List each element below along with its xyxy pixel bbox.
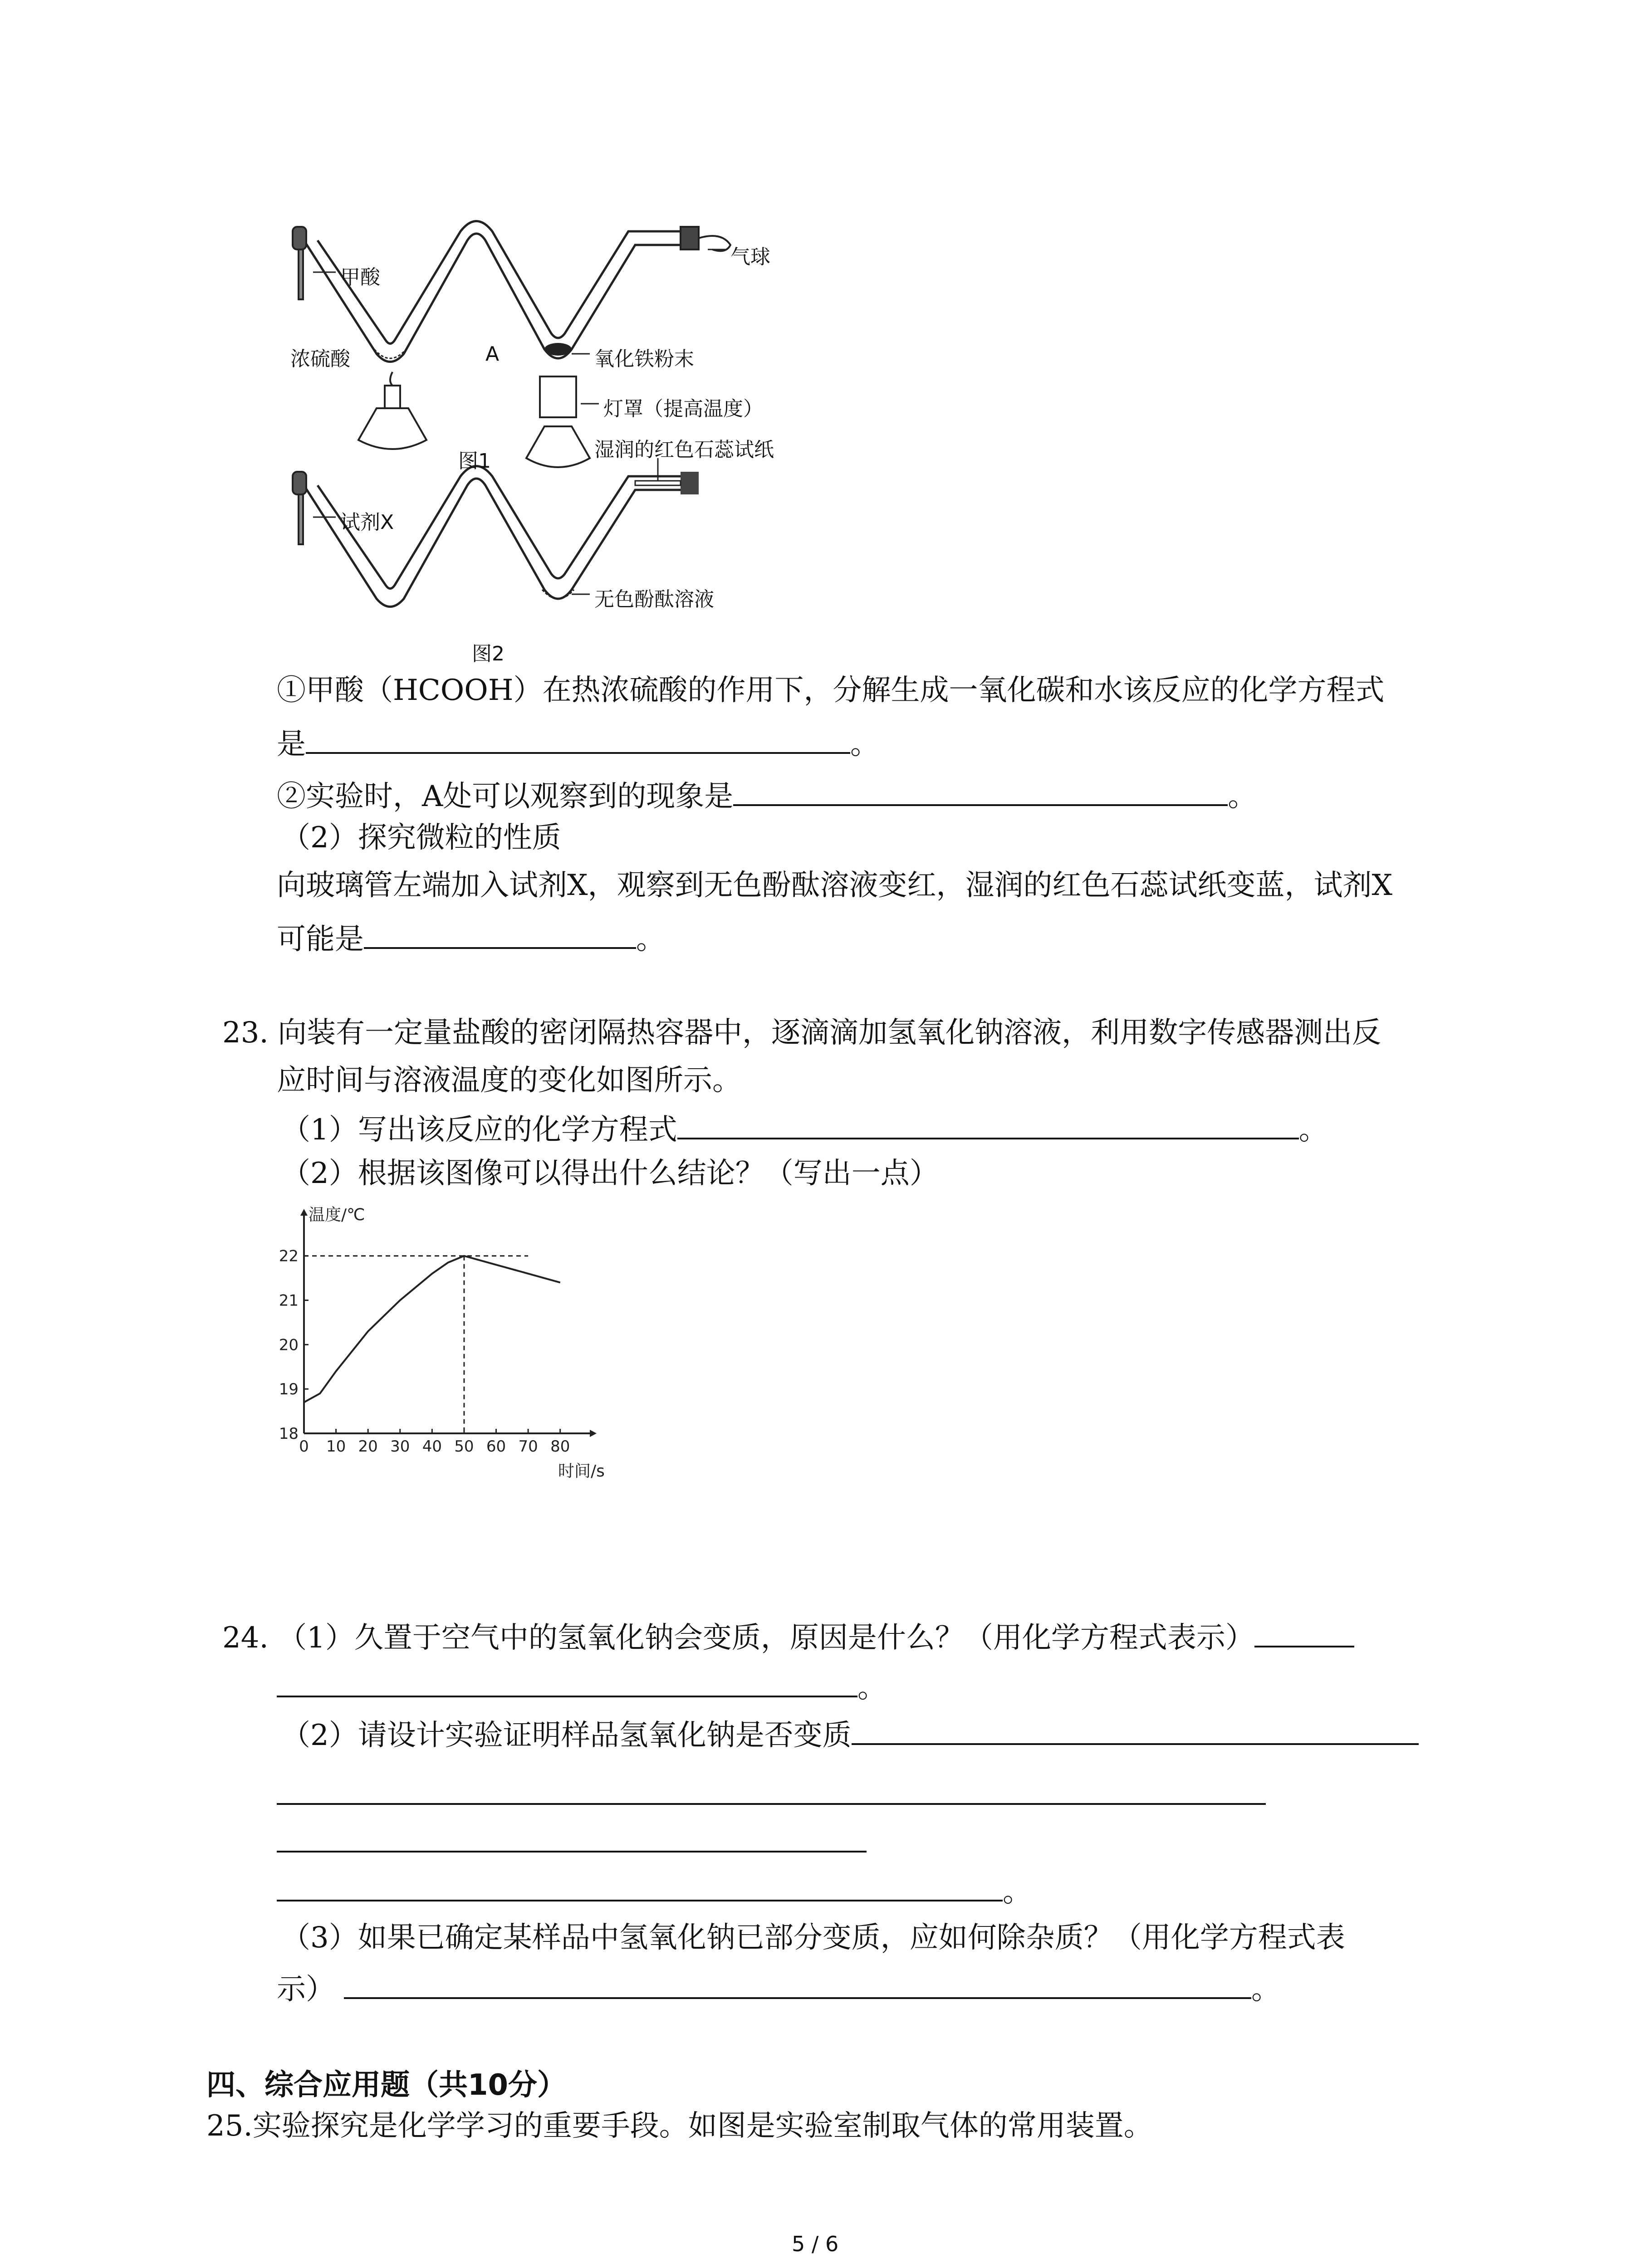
page-number: 5 / 6 <box>792 2232 839 2256</box>
x-tick-label: 10 <box>326 1437 346 1456</box>
period: 。 <box>1228 780 1257 813</box>
y-axis-label: 温度/℃ <box>309 1206 365 1224</box>
litmus-paper <box>635 481 681 485</box>
q24-answer-blank-1a[interactable] <box>1254 1619 1354 1647</box>
q22-answer-blank-3[interactable] <box>364 921 636 949</box>
q24-part1: （1）久置于空气中的氢氧化钠会变质，原因是什么？（用化学方程式表示） <box>278 1621 1254 1655</box>
balloon <box>681 227 730 251</box>
temperature-curve <box>304 1256 560 1403</box>
y-tick-label: 19 <box>279 1380 299 1399</box>
temperature-chart-svg <box>263 1198 608 1479</box>
q22-item2-line <box>277 778 1257 811</box>
label-phenolphthalein: 无色酚酞溶液 <box>594 588 714 611</box>
q24-answer-blank-2d[interactable] <box>277 1873 1003 1901</box>
q24-part3-a: （3）如果已确定某样品中氢氧化钠已部分变质，应如何除杂质？（用化学方程式表 <box>281 1921 1345 1955</box>
x-axis-label: 时间/s <box>558 1462 605 1479</box>
y-tick-label: 22 <box>279 1247 299 1266</box>
q24-answer-blank-2b[interactable] <box>277 1803 1266 1805</box>
q23-stem-line1 <box>222 1016 1381 1050</box>
q24-part3-b: 示） <box>277 1973 335 2006</box>
y-tick-label: 20 <box>279 1336 299 1354</box>
q23-stem-b: 应时间与溶液温度的变化如图所示。 <box>277 1064 741 1097</box>
y-axis-arrow <box>300 1209 308 1216</box>
q23-part1-line <box>281 1111 1328 1147</box>
figure1-caption: 图1 <box>458 450 491 473</box>
period: 。 <box>850 728 879 761</box>
q24-part3-line2 <box>277 1971 1280 2004</box>
x-tick-label: 60 <box>486 1437 506 1456</box>
temperature-chart <box>263 1198 608 1479</box>
x-tick-label: 80 <box>550 1437 570 1456</box>
q24-number: 24. <box>222 1621 269 1655</box>
q22-item1-line1 <box>277 676 1385 705</box>
alcohol-lamp-2 <box>526 376 590 467</box>
period: 。 <box>1298 1113 1328 1147</box>
q24-line2 <box>277 1669 887 1705</box>
label-litmus: 湿润的红色石蕊试纸 <box>594 438 774 461</box>
q24-part2: （2）请设计实验证明样品氢氧化钠是否变质 <box>281 1719 852 1752</box>
label-formic-acid: 甲酸 <box>340 266 380 289</box>
x-tick-label: 40 <box>422 1437 442 1456</box>
q25-number: 25. <box>206 2109 253 2143</box>
x-tick-label: 50 <box>454 1437 474 1456</box>
figure2-caption: 图2 <box>472 642 505 665</box>
y-tick-label: 21 <box>279 1291 299 1310</box>
iron-oxide-powder <box>544 343 572 356</box>
label-lamp-cover: 灯罩（提高温度） <box>603 397 763 420</box>
x-tick-label: 70 <box>518 1437 538 1456</box>
q22-answer-blank-1[interactable] <box>306 726 850 754</box>
q23-part2: （2）根据该图像可以得出什么结论？（写出一点） <box>281 1157 939 1190</box>
q22-sub2-tail-line <box>277 921 665 954</box>
q22-sub2-title: （2）探究微粒的性质 <box>281 821 561 855</box>
x-tick-label: 20 <box>358 1437 378 1456</box>
q22-sub2-text: 向玻璃管左端加入试剂X，观察到无色酚酞溶液变红，湿润的红色石蕊试纸变蓝，试剂X <box>277 869 1393 902</box>
period: 。 <box>857 1671 887 1705</box>
x-tick-label: 30 <box>390 1437 410 1456</box>
q24-answer-blank-1b[interactable] <box>277 1669 857 1697</box>
q22-item1-tail: 是 <box>277 728 306 761</box>
q24-line1 <box>222 1619 1354 1655</box>
q22-sub2-tail: 可能是 <box>277 923 364 956</box>
dropper-fig1 <box>293 227 306 299</box>
q24-answer-blank-3[interactable] <box>344 1971 1251 1999</box>
q22-item1-line2 <box>277 726 879 759</box>
apparatus-figure <box>272 213 862 667</box>
label-point-a: A <box>485 342 500 366</box>
q24-line-2d <box>277 1873 1032 1909</box>
period: 。 <box>636 923 665 956</box>
q24-answer-blank-2c[interactable] <box>277 1851 867 1853</box>
q25-line <box>206 2109 1153 2143</box>
section-4-title: 四、综合应用题（共10分） <box>206 2068 567 2102</box>
q23-part1: （1）写出该反应的化学方程式 <box>281 1113 677 1147</box>
q23-stem-a: 向装有一定量盐酸的密闭隔热容器中，逐滴滴加氢氧化钠溶液，利用数字传感器测出反 <box>278 1016 1381 1050</box>
y-tick-label: 18 <box>279 1425 299 1443</box>
q23-number: 23. <box>222 1016 269 1050</box>
label-iron-oxide: 氧化铁粉末 <box>594 347 694 371</box>
q22-item2-text: ②实验时，A处可以观察到的现象是 <box>277 780 734 813</box>
x-axis-arrow <box>590 1430 597 1437</box>
q24-part2-line <box>281 1717 1419 1750</box>
stopper-fig2 <box>681 472 699 494</box>
x-tick-label: 0 <box>299 1437 309 1456</box>
label-balloon: 气球 <box>730 245 770 269</box>
q23-answer-blank-1[interactable] <box>677 1111 1299 1139</box>
q22-item1-text: ①甲酸（HCOOH）在热浓硫酸的作用下，分解生成一氧化碳和水该反应的化学方程式 <box>277 674 1385 707</box>
q24-answer-blank-2a[interactable] <box>852 1717 1419 1745</box>
w-tube-fig1 <box>304 221 681 362</box>
period: 。 <box>1003 1875 1032 1909</box>
q22-answer-blank-2[interactable] <box>733 778 1228 806</box>
dropper-fig2 <box>293 472 306 544</box>
period: 。 <box>1251 1973 1280 2006</box>
alcohol-lamp-1 <box>358 372 426 449</box>
label-reagent-x: 试剂X <box>340 511 394 534</box>
label-conc-sulfuric: 浓硫酸 <box>290 347 350 371</box>
q25-text: 实验探究是化学学习的重要手段。如图是实验室制取气体的常用装置。 <box>252 2109 1153 2143</box>
